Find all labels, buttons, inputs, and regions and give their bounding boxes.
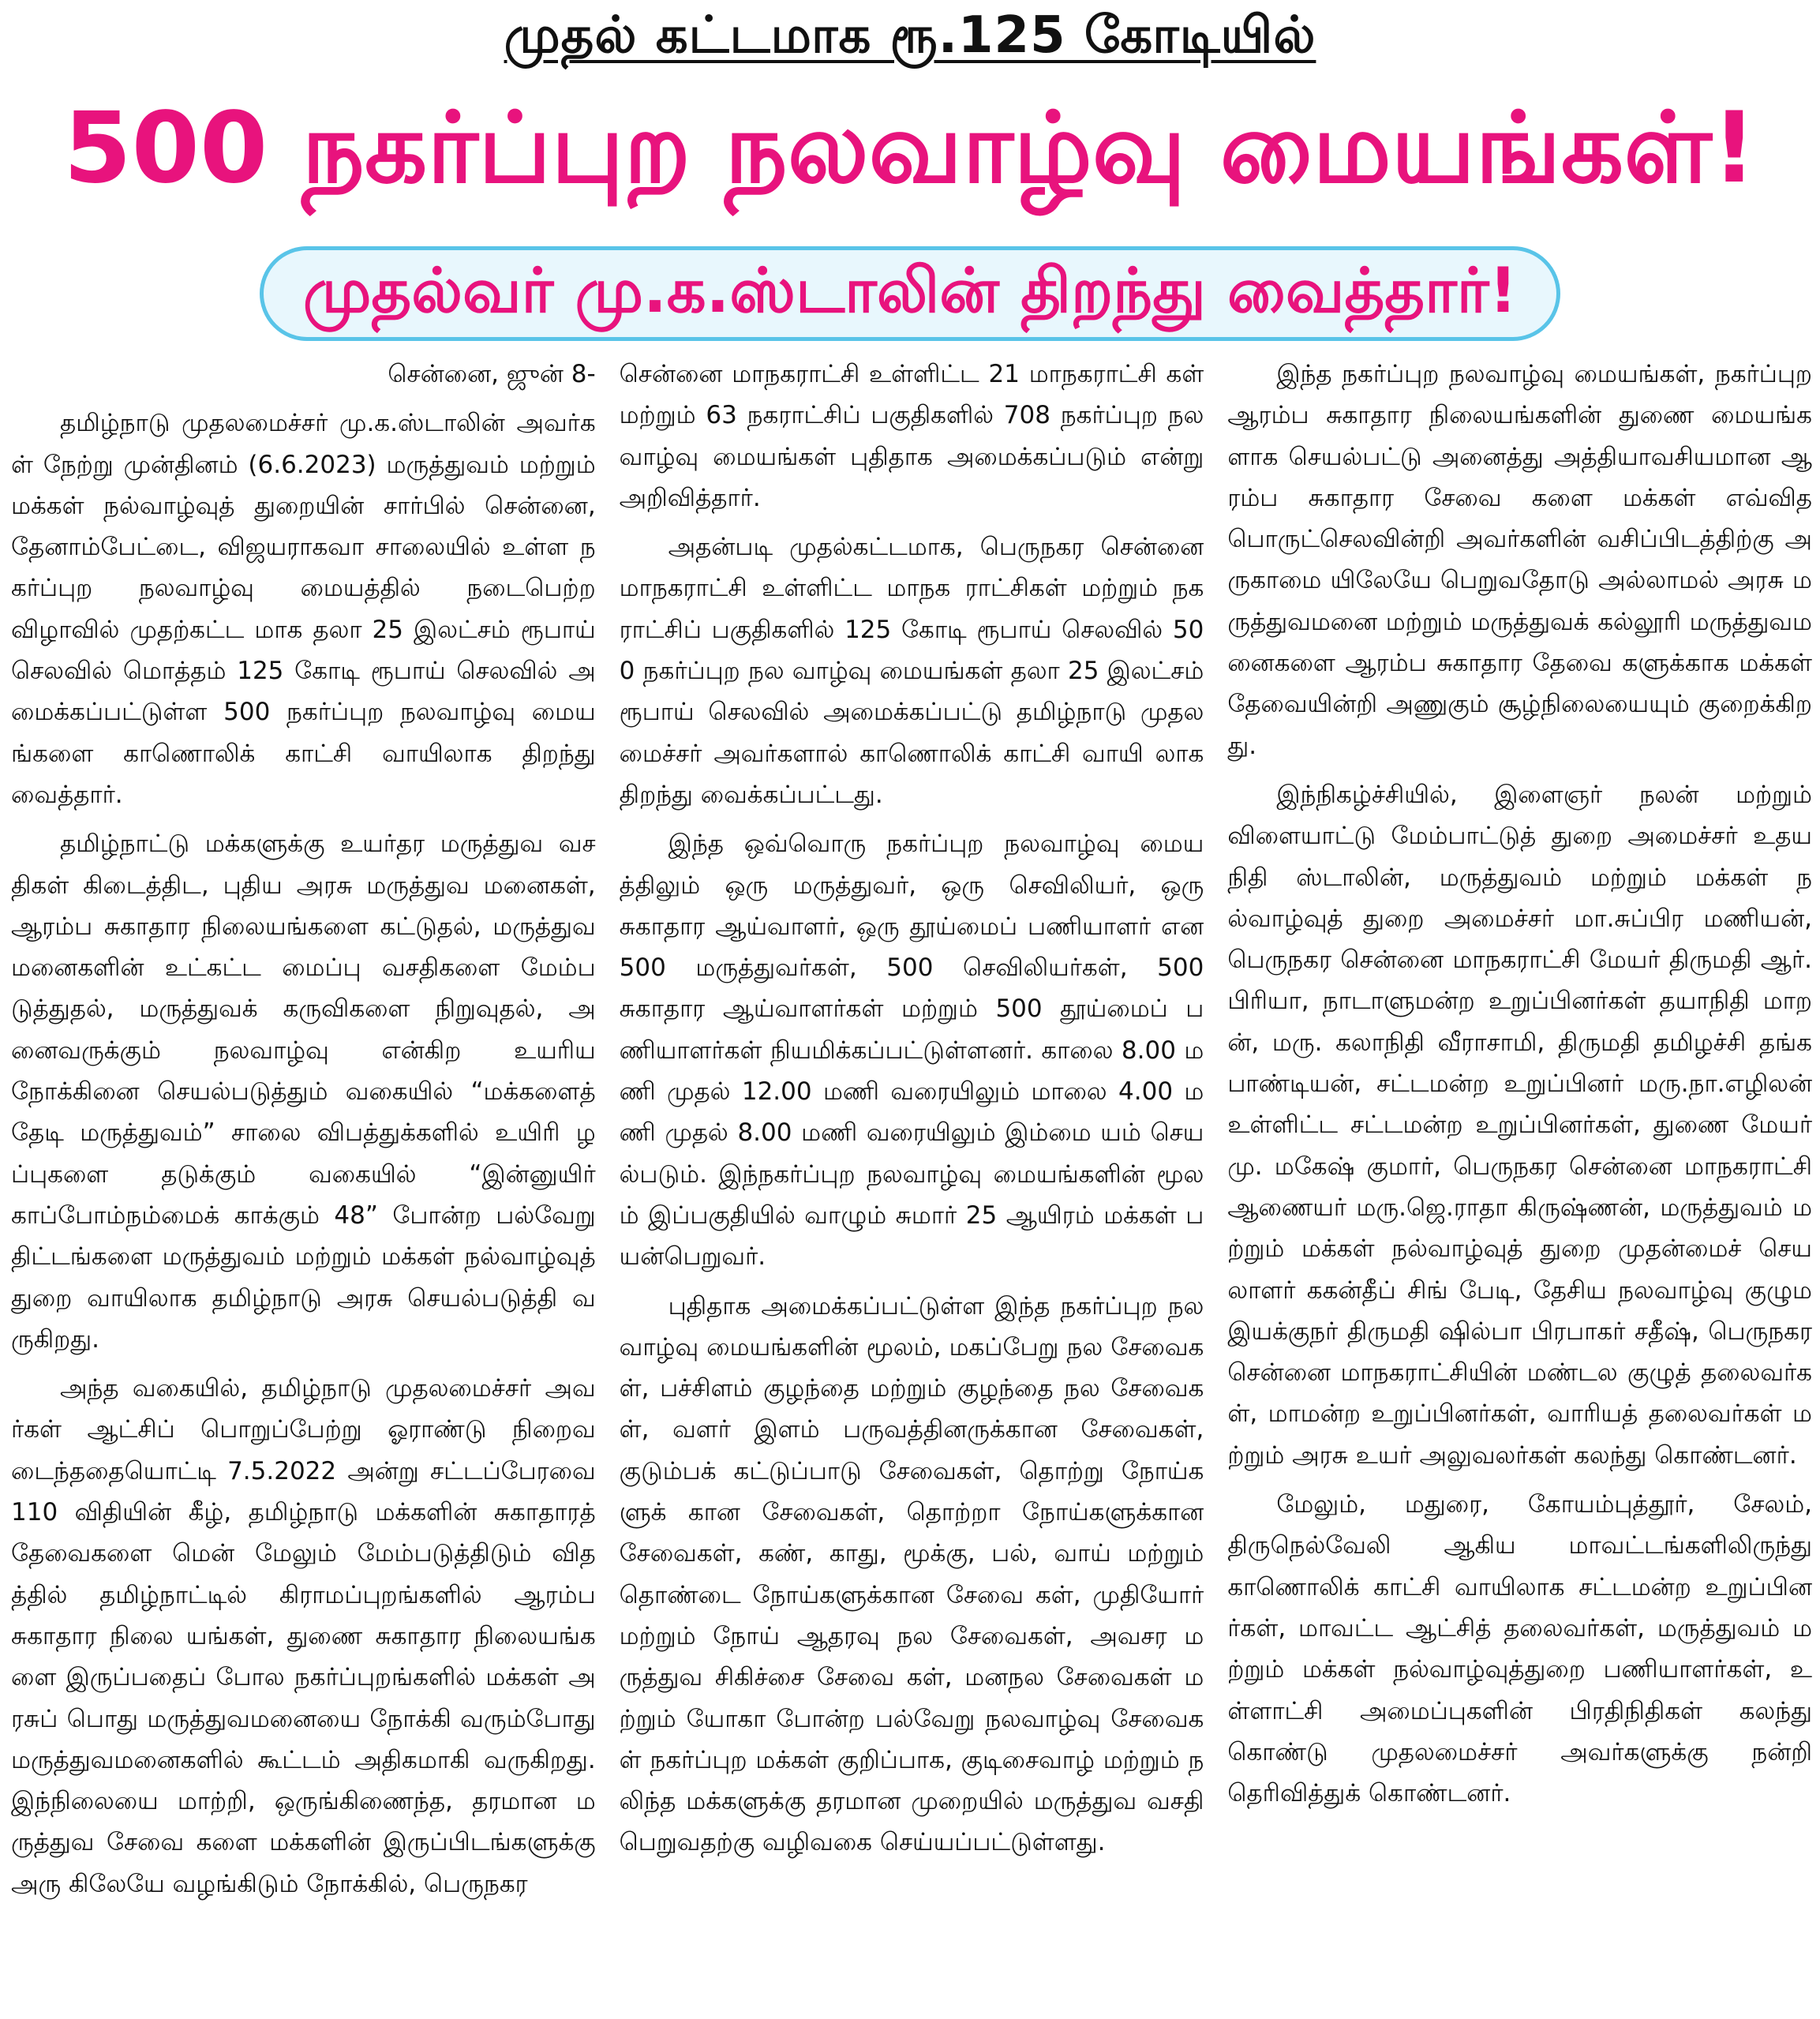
paragraph: அதன்படி முதல்கட்டமாக, பெருநகர சென்னை மாநகராட்சி உள்ளிட்ட மாநக ராட்சிகள் மற்றும் நகராட்சிப் பகுதிகளில் 125 கோடி ரூபாய் செலவில் 500 நகர்ப்புற நல வாழ்வு மையங்கள் தலா 25 இலட்சம் ரூபாய் செலவில் அமைக்கப்பட்டு தமிழ்நாடு முதல மைச்சர் அவர்களால் காணொலிக் காட்சி வாயி லாக திறந்து வைக்கப்பட்டது. [619, 533, 1204, 809]
kicker-text: முதல் கட்டமாக ரூ.125 கோடியில் [504, 6, 1316, 65]
subheadline: முதல்வர் மு.க.ஸ்டாலின் திறந்து வைத்தார்! [260, 246, 1560, 341]
subheadline-wrap [0, 246, 1820, 341]
paragraph: தமிழ்நாட்டு மக்களுக்கு உயர்தர மருத்துவ வசதிகள் கிடைத்திட, புதிய அரசு மருத்துவ மனைகள், ஆரம்ப சுகாதார நிலையங்களை கட்டுதல், மருத்துவமனைகளின் உட்கட்ட மைப்பு வசதிகளை மேம்படுத்துதல், மருத்துவக் கருவிகளை நிறுவுதல், அனைவருக்கும் நலவாழ்வு என்கிற உயரிய நோக்கினை செயல்படுத்தும் வகையில் “மக்களைத் தேடி மருத்துவம்” சாலை விபத்துக்களில் உயிரி ழப்புகளை தடுக்கும் வகையில் “இன்னுயிர் காப்போம்நம்மைக் காக்கும் 48” போன்ற பல்வேறு திட்டங்களை மருத்துவம் மற்றும் மக்கள் நல்வாழ்வுத் துறை வாயிலாக தமிழ்நாடு அரசு செயல்படுத்தி வருகிறது. [11, 830, 596, 1354]
column-2 [620, 354, 1204, 2011]
paragraph: இந்நிகழ்ச்சியில், இளைஞர் நலன் மற்றும் விளையாட்டு மேம்பாட்டுத் துறை அமைச்சர் உதயநிதி ஸ்டாலின், மருத்துவம் மற்றும் மக்கள் நல்வாழ்வுத் துறை அமைச்சர் மா.சுப்பிர மணியன், பெருநகர சென்னை மாநகராட்சி மேயர் திருமதி ஆர்.பிரியா, நாடாளுமன்ற உறுப்பினர்கள் தயாநிதி மாறன், மரு. கலாநிதி வீராசாமி, திருமதி தமிழச்சி தங்கபாண்டியன், சட்டமன்ற உறுப்பினர் மரு.நா.எழிலன் உள்ளிட்ட சட்டமன்ற உறுப்பினர்கள், துணை மேயர் மு. மகேஷ் குமார், பெருநகர சென்னை மாநகராட்சி ஆணையர் மரு.ஜெ.ராதா கிருஷ்ணன், மருத்துவம் மற்றும் மக்கள் நல்வாழ்வுத் துறை முதன்மைச் செயலாளர் ககன்தீப் சிங் பேடி, தேசிய நலவாழ்வு குழும இயக்குநர் திருமதி ஷில்பா பிரபாகர் சதீஷ், பெருநகர சென்னை மாநகராட்சியின் மண்டல குழுத் தலைவர்கள், மாமன்ற உறுப்பினர்கள், வாரியத் தலைவர்கள் மற்றும் அரசு உயர் அலுவலர்கள் கலந்து கொண்டனர். [1227, 780, 1813, 1470]
kicker-line [0, 6, 1820, 71]
paragraph: இந்த ஒவ்வொரு நகர்ப்புற நலவாழ்வு மையத்திலும் ஒரு மருத்துவர், ஒரு செவிலியர், ஒரு சுகாதார ஆய்வாளர், ஒரு தூய்மைப் பணியாளர் என 500 மருத்துவர்கள், 500 செவிலியர்கள், 500 சுகாதார ஆய்வாளர்கள் மற்றும் 500 தூய்மைப் பணியாளர்கள் நியமிக்கப்பட்டுள்ளனர். காலை 8.00 மணி முதல் 12.00 மணி வரையிலும் மாலை 4.00 மணி முதல் 8.00 மணி வரையிலும் இம்மை யம் செயல்படும். இந்நகர்ப்புற நலவாழ்வு மையங்களின் மூலம் இப்பகுதியில் வாழும் சுமார் 25 ஆயிரம் மக்கள் பயன்பெறுவர். [619, 830, 1204, 1272]
paragraph: இந்த நகர்ப்புற நலவாழ்வு மையங்கள், நகர்ப்புற ஆரம்ப சுகாதார நிலையங்களின் துணை மையங்களாக செயல்பட்டு அனைத்து அத்தியாவசியமான ஆரம்ப சுகாதார சேவை களை மக்கள் எவ்வித பொருட்செலவின்றி அவர்களின் வசிப்பிடத்திற்கு அருகாமை யிலேயே பெறுவதோடு அல்லாமல் அரசு மருத்துவமனை மற்றும் மருத்துவக் கல்லூரி மருத்துவமனைகளை ஆரம்ப சுகாதார தேவை களுக்காக மக்கள் தேவையின்றி அணுகும் சூழ்நிலையையும் குறைக்கிறது. [1227, 360, 1813, 760]
column-3 [1227, 354, 1812, 2011]
paragraph: சென்னை மாநகராட்சி உள்ளிட்ட 21 மாநகராட்சி கள் மற்றும் 63 நகராட்சிப் பகுதிகளில் 708 நகர்ப்புற நலவாழ்வு மையங்கள் புதிதாக அமைக்கப்படும் என்று அறிவித்தார். [619, 360, 1204, 512]
paragraph: மேலும், மதுரை, கோயம்புத்தூர், சேலம், திருநெல்வேலி ஆகிய மாவட்டங்களிலிருந்து காணொலிக் காட்சி வாயிலாக சட்டமன்ற உறுப்பினர்கள், மாவட்ட ஆட்சித் தலைவர்கள், மருத்துவம் மற்றும் மக்கள் நல்வாழ்வுத்துறை பணியாளர்கள், உள்ளாட்சி அமைப்புகளின் பிரதிநிதிகள் கலந்து கொண்டு முதலமைச்சர் அவர்களுக்கு நன்றி தெரிவித்துக் கொண்டனர். [1227, 1490, 1813, 1808]
dateline: சென்னை, ஜுன் 8- [388, 360, 596, 388]
headline: 500 நகர்ப்புற நலவாழ்வு மையங்கள்! [63, 92, 1757, 205]
paragraph: தமிழ்நாடு முதலமைச்சர் மு.க.ஸ்டாலின் அவர்கள் நேற்று முன்தினம் (6.6.2023) மருத்துவம் மற்றும் மக்கள் நல்வாழ்வுத் துறையின் சார்பில் சென்னை, தேனாம்பேட்டை, விஜயராகவா சாலையில் உள்ள நகர்ப்புற நலவாழ்வு மையத்தில் நடைபெற்ற விழாவில் முதற்கட்ட மாக தலா 25 இலட்சம் ரூபாய் செலவில் மொத்தம் 125 கோடி ரூபாய் செலவில் அமைக்கப்பட்டுள்ள 500 நகர்ப்புற நலவாழ்வு மையங்களை காணொலிக் காட்சி வாயிலாக திறந்து வைத்தார். [11, 409, 596, 809]
paragraph: அந்த வகையில், தமிழ்நாடு முதலமைச்சர் அவர்கள் ஆட்சிப் பொறுப்பேற்று ஓராண்டு நிறைவடைந்ததையொட்டி 7.5.2022 அன்று சட்டப்பேரவை 110 விதியின் கீழ், தமிழ்நாடு மக்களின் சுகாதாரத் தேவைகளை மென் மேலும் மேம்படுத்திடும் விதத்தில் தமிழ்நாட்டில் கிராமப்புறங்களில் ஆரம்ப சுகாதார நிலை யங்கள், துணை சுகாதார நிலையங்களை இருப்பதைப் போல நகர்ப்புறங்களில் மக்கள் அரசுப் பொது மருத்துவமனையை நோக்கி வரும்போது மருத்துவமனைகளில் கூட்டம் அதிகமாகி வருகிறது. இந்நிலையை மாற்றி, ஒருங்கிணைந்த, தரமான மருத்துவ சேவை களை மக்களின் இருப்பிடங்களுக்கு அரு கிலேயே வழங்கிடும் நோக்கில், பெருநகர [11, 1374, 596, 1898]
paragraph: புதிதாக அமைக்கப்பட்டுள்ள இந்த நகர்ப்புற நலவாழ்வு மையங்களின் மூலம், மகப்பேறு நல சேவைகள், பச்சிளம் குழந்தை மற்றும் குழந்தை நல சேவைகள், வளர் இளம் பருவத்தினருக்கான சேவைகள், குடும்பக் கட்டுப்பாடு சேவைகள், தொற்று நோய்களுக் கான சேவைகள், தொற்றா நோய்களுக்கான சேவைகள், கண், காது, மூக்கு, பல், வாய் மற்றும் தொண்டை நோய்களுக்கான சேவை கள், முதியோர் மற்றும் நோய் ஆதரவு நல சேவைகள், அவசர மருத்துவ சிகிச்சை சேவை கள், மனநல சேவைகள் மற்றும் யோகா போன்ற பல்வேறு நலவாழ்வு சேவைகள் நகர்ப்புற மக்கள் குறிப்பாக, குடிசைவாழ் மற்றும் நலிந்த மக்களுக்கு தரமான முறையில் மருத்துவ வசதி பெறுவதற்கு வழிவகை செய்யப்பட்டுள்ளது. [619, 1291, 1204, 1857]
article-body [11, 354, 1812, 2011]
column-1 [11, 354, 596, 2011]
